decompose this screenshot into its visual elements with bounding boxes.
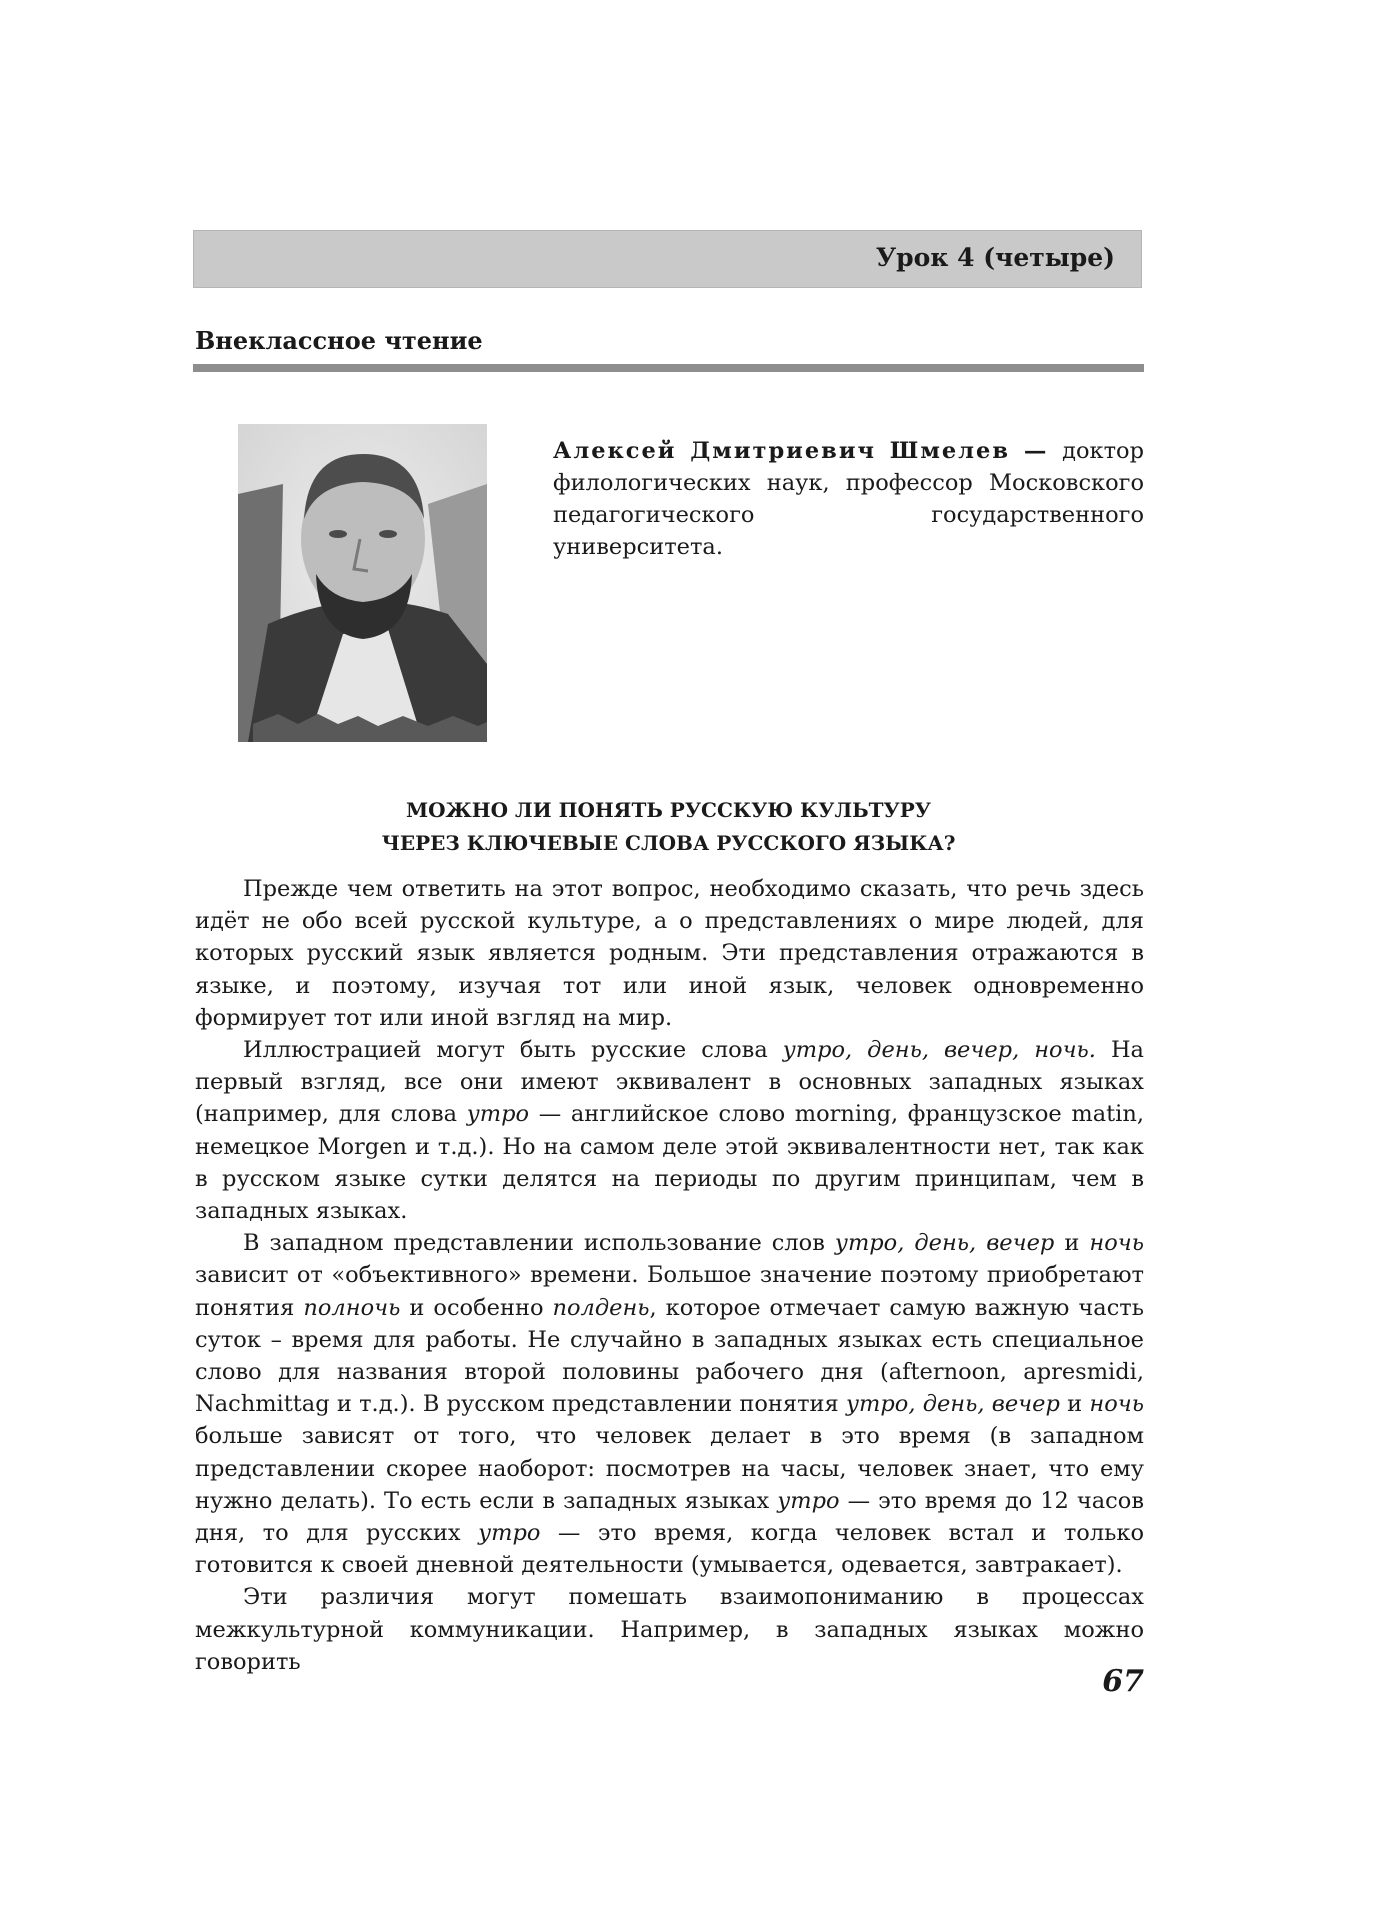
author-portrait-image — [238, 424, 487, 742]
text-span: , которое отмечает самую важную часть суток – время для работы. Не случайно в западных языках есть специальное слово для названия второй половины рабочего дня (afternoon, apresmidi, Nachmittag и т.д.). В русском представлении понятия — [195, 1294, 1144, 1418]
section-divider — [193, 364, 1144, 372]
text-span: зависит от «объективного» времени. Большое значение поэтому приобретают понятия — [195, 1262, 1144, 1321]
author-name: Алексей Дмитриевич Шмелев — [553, 438, 1010, 464]
text-span: На первый взгляд, все они имеют эквивалент в основных западных языках (например, для слова — [195, 1037, 1144, 1128]
italic-term: утро, день, вечер — [846, 1391, 1060, 1418]
text-span: и особенно — [400, 1294, 553, 1321]
author-photo — [238, 424, 487, 742]
text-span: больше зависят от того, что человек делает в это время (в западном представлении скорее наоборот: посмотрев на часы, человек знает, что ему нужно делать). То есть если в западных языках — [195, 1423, 1144, 1514]
text-span: — это время, когда человек встал и только готовится к своей дневной деятельности (умывается, одевается, завтракает). — [195, 1520, 1144, 1579]
article-body — [195, 873, 1144, 1678]
author-info — [553, 435, 1144, 563]
text-span: В западном представлении использование слов — [243, 1230, 835, 1257]
italic-term: утро — [478, 1520, 541, 1547]
italic-term: утро — [466, 1101, 530, 1128]
lesson-title: Урок 4 (четыре) — [875, 243, 1115, 272]
text-span: — английское слово morning, французское matin, немецкое Morgen и т.д.). Но на самом деле этой эквивалентности нет, так как в русском языке сутки делятся на периоды по другим принципам, чем в западных языках. — [195, 1101, 1144, 1225]
article-title-line: ЧЕРЕЗ КЛЮЧЕВЫЕ СЛОВА РУССКОГО ЯЗЫКА? — [381, 831, 956, 855]
article-title — [193, 794, 1144, 860]
italic-term: утро, день, вечер, ночь. — [782, 1037, 1096, 1064]
section-title: Внеклассное чтение — [195, 326, 483, 355]
author-description: доктор филологических наук, профессор Московского педагогического государственного университета. — [553, 438, 1144, 560]
lesson-header-bar — [193, 230, 1142, 288]
article-title-line: МОЖНО ЛИ ПОНЯТЬ РУССКУЮ КУЛЬТУРУ — [405, 798, 932, 822]
italic-term: утро — [777, 1487, 840, 1514]
text-span: и — [1059, 1391, 1090, 1418]
italic-term: полночь — [303, 1294, 401, 1321]
author-dash: — — [1010, 438, 1063, 464]
text-span: — это время до 12 часов дня, то для русских — [195, 1487, 1144, 1547]
text-span: и — [1054, 1230, 1090, 1257]
italic-term: полдень — [552, 1294, 650, 1321]
paragraph: Эти различия могут помешать взаимопониманию в процессах межкультурной коммуникации. Например, в западных языках можно говорить — [195, 1584, 1144, 1675]
italic-term: утро, день, вечер — [834, 1230, 1055, 1257]
italic-term: ночь — [1089, 1230, 1144, 1257]
italic-term: ночь — [1089, 1391, 1144, 1418]
paragraph — [195, 1034, 1144, 1227]
page-number: 67 — [1102, 1664, 1144, 1699]
text-span: Иллюстрацией могут быть русские слова — [243, 1037, 783, 1064]
paragraph — [195, 1227, 1144, 1581]
paragraph: Прежде чем ответить на этот вопрос, необходимо сказать, что речь здесь идёт не обо всей русской культуре, а о представлениях о мире людей, для которых русский язык является родным. Эти представления отражаются в языке, и поэтому, изучая тот или иной язык, человек одновременно формирует тот или иной взгляд на мир. — [195, 876, 1144, 1031]
